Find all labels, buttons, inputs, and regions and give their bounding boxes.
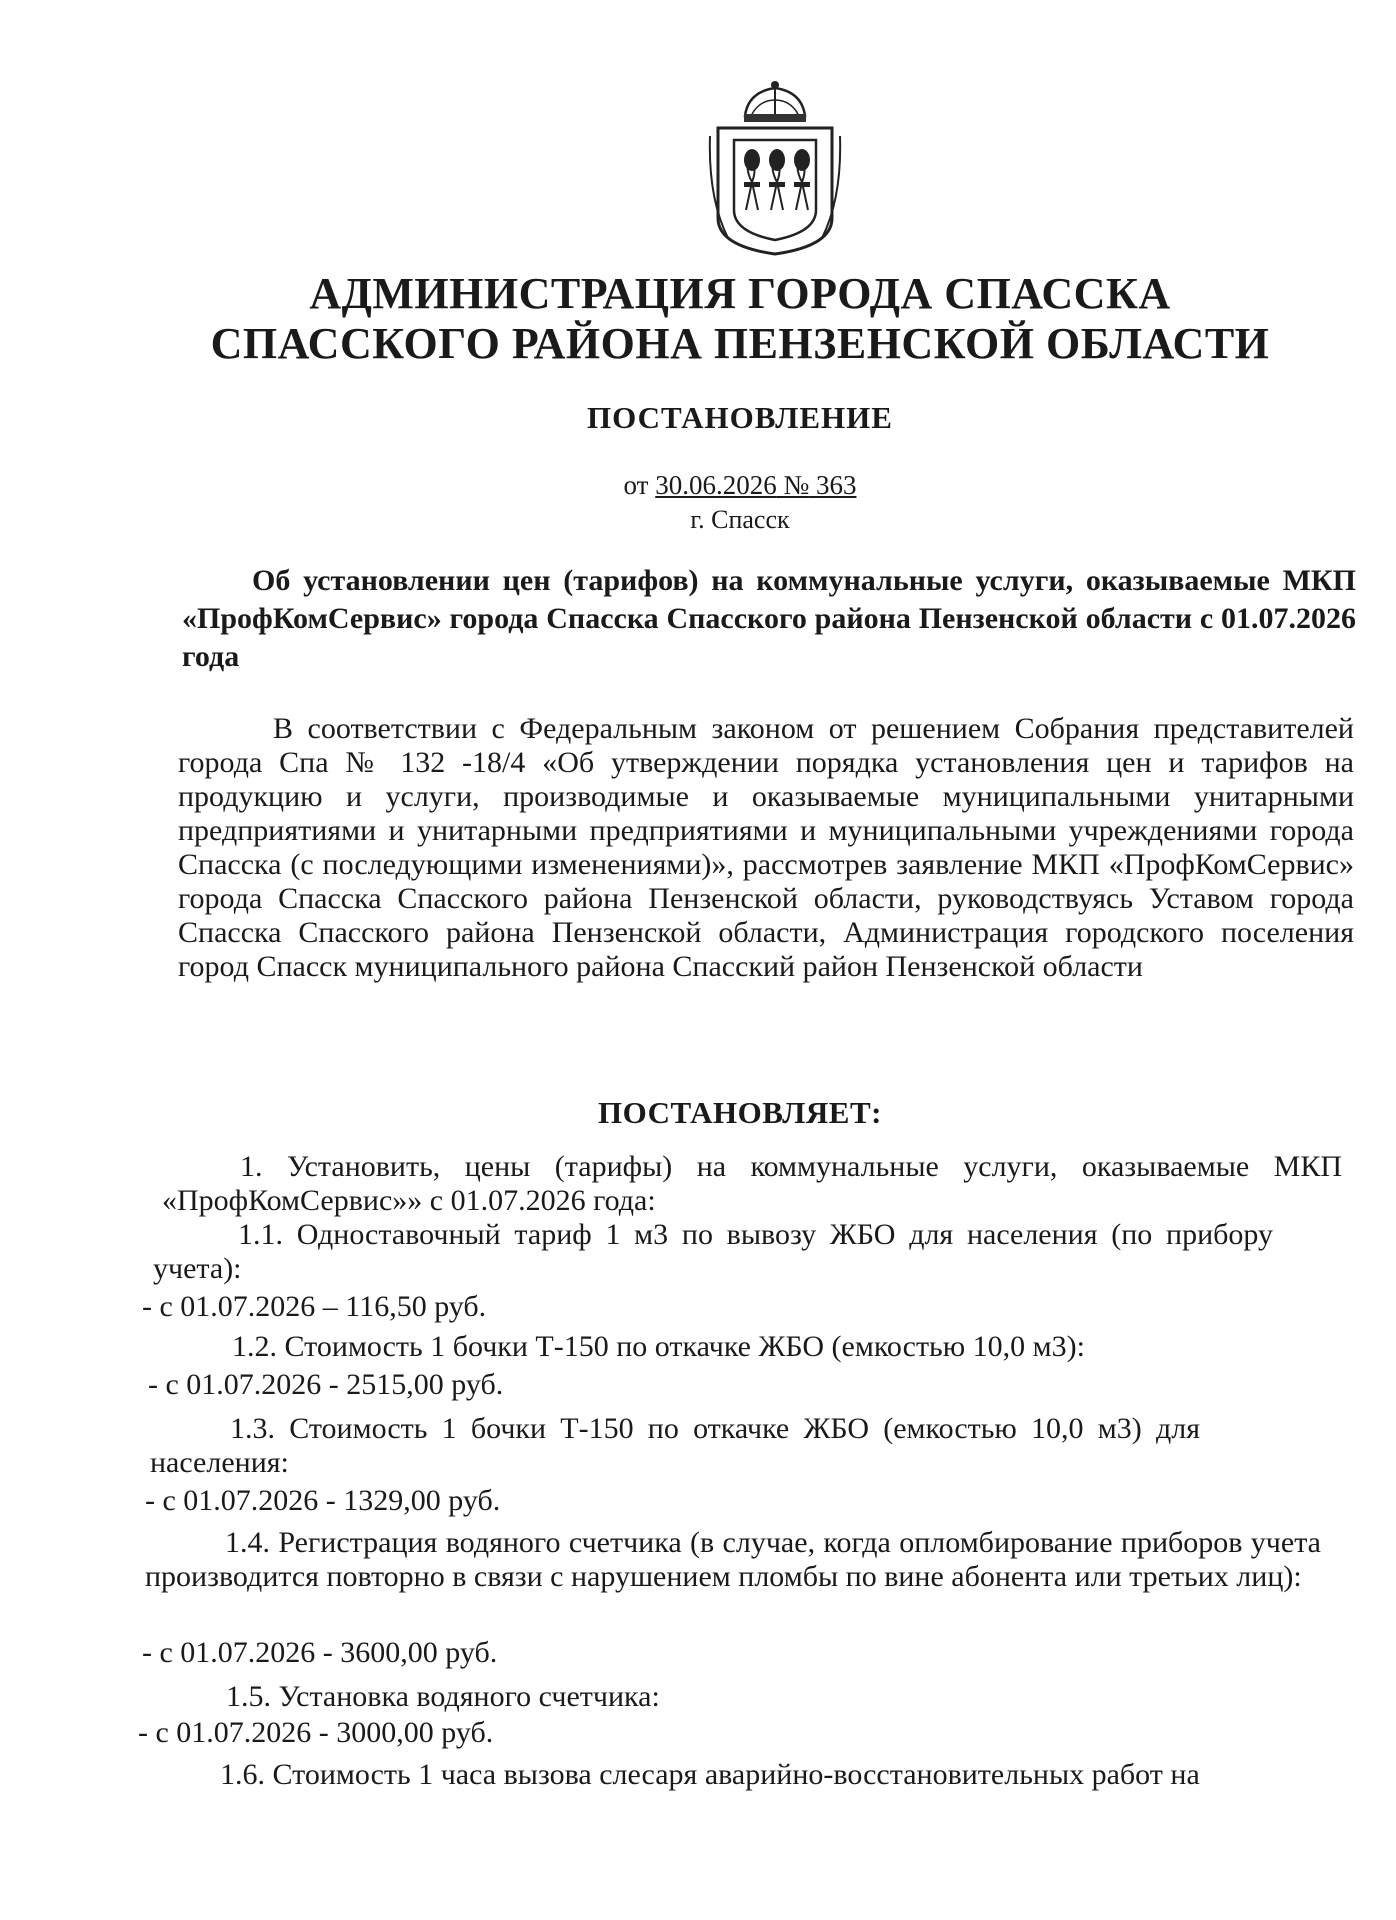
document-number: 363 bbox=[815, 470, 857, 500]
number-sign: № bbox=[783, 470, 810, 500]
item-1-5-price: - с 01.07.2026 - 3000,00 руб. bbox=[138, 1716, 494, 1749]
item-1-5: 1.5. Установка водяного счетчика: bbox=[226, 1680, 660, 1713]
document-subject bbox=[182, 562, 1356, 676]
item-1-2: 1.2. Стоимость 1 бочки Т-150 по откачке ЖБО (емкостью 10,0 м3): bbox=[232, 1330, 1085, 1363]
subject-text: Об установлении цен (тарифов) на коммунальные услуги, оказываемые МКП «ПрофКомСервис» города Спасска Спасского района Пензенской области с 01.07.2026 года bbox=[182, 564, 1356, 673]
preamble-text: В соответствии с Федеральным законом от решением Собрания представителей города Спа № 132 -18/4 «Об утверждении порядка установления цен и тарифов на продукцию и услуги, производимые и оказываемые муниципальными унитарными предприятиями и унитарными предприятиями и муниципальными учреждениями города Спасска (с последующими изменениями)», рассмотрев заявление МКП «ПрофКомСервис» города Спасска Спасского района Пензенской области, руководствуясь Уставом города Спасска Спасского района Пензенской области, Администрация городского поселения город Спасск муниципального района Спасский район Пензенской области bbox=[178, 712, 1354, 983]
organization-name-line1: АДМИНИСТРАЦИЯ ГОРОДА СПАССКА bbox=[309, 269, 1171, 318]
city: г. Спасск bbox=[690, 505, 790, 534]
item-1-4-price: - с 01.07.2026 - 3600,00 руб. bbox=[142, 1636, 498, 1669]
item-1-1 bbox=[153, 1218, 1273, 1286]
item-1-text: 1. Установить, цены (тарифы) на коммунальные услуги, оказываемые МКП «ПрофКомСервис»» с 01.07.2026 года: bbox=[162, 1150, 1342, 1217]
document-type: ПОСТАНОВЛЕНИЕ bbox=[587, 400, 893, 435]
item-1-4-text: 1.4. Регистрация водяного счетчика (в случае, когда опломбирование приборов учета производится повторно в связи с нарушением пломбы по вине абонента или третьих лиц): bbox=[145, 1526, 1321, 1593]
item-1-1-price: - с 01.07.2026 – 116,50 руб. bbox=[142, 1290, 487, 1323]
decree-heading: ПОСТАНОВЛЯЕТ: bbox=[598, 1095, 882, 1130]
coat-of-arms-emblem bbox=[700, 78, 850, 258]
item-1-2-price: - с 01.07.2026 - 2515,00 руб. bbox=[148, 1368, 504, 1401]
item-1-3 bbox=[150, 1412, 1200, 1480]
date-number-line bbox=[180, 470, 1300, 501]
date-prefix: от bbox=[623, 470, 649, 500]
item-1-3-price: - с 01.07.2026 - 1329,00 руб. bbox=[145, 1484, 501, 1517]
document-date: 30.06.2026 bbox=[655, 470, 777, 500]
item-1-1-text: 1.1. Одноставочный тариф 1 м3 по вывозу ЖБО для населения (по прибору учета): bbox=[153, 1218, 1273, 1285]
item-1-4 bbox=[145, 1526, 1321, 1594]
item-1-6: 1.6. Стоимость 1 часа вызова слесаря аварийно-восстановительных работ на bbox=[220, 1758, 1200, 1791]
item-1 bbox=[162, 1150, 1342, 1218]
item-1-3-text: 1.3. Стоимость 1 бочки Т-150 по откачке ЖБО (емкостью 10,0 м3) для населения: bbox=[150, 1412, 1200, 1479]
preamble bbox=[178, 712, 1354, 984]
organization-name-line2: СПАССКОГО РАЙОНА ПЕНЗЕНСКОЙ ОБЛАСТИ bbox=[210, 319, 1270, 368]
